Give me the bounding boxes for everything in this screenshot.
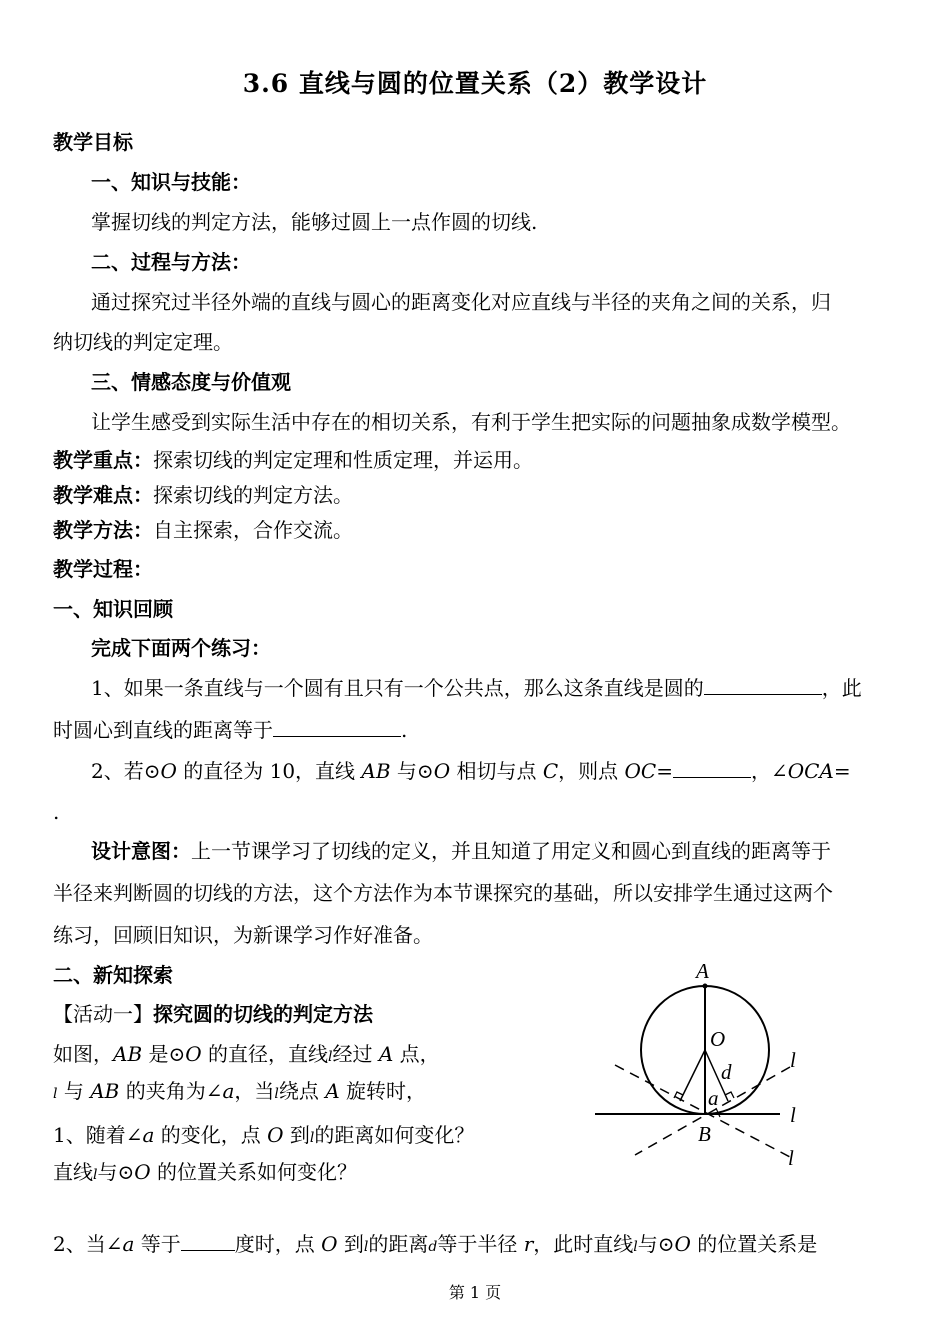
- q2-var-l: l: [633, 1239, 638, 1255]
- q1-text: 1、随着∠: [53, 1123, 143, 1147]
- q1-var-l: l: [309, 1130, 315, 1146]
- desc-text: 与: [57, 1079, 91, 1103]
- exercise-1-period: .: [401, 718, 408, 742]
- objectives-heading: 教学目标: [53, 130, 133, 154]
- exercise-2-trailing-dot: .: [53, 800, 60, 824]
- exercise-1-text-end: ，此: [821, 676, 862, 700]
- design-intent-line-1: [91, 838, 831, 864]
- label-l-upper: l: [790, 1048, 796, 1072]
- objective-1-heading: 一、知识与技能：: [91, 170, 251, 194]
- q2-text: 的位置关系是: [690, 1232, 818, 1256]
- q2-text: 到: [337, 1232, 364, 1256]
- question-2-blank[interactable]: [181, 1230, 235, 1251]
- process-heading: 教学过程：: [53, 557, 153, 581]
- design-intent-label: 设计意图：: [91, 839, 191, 863]
- desc-text: 绕点: [278, 1079, 326, 1103]
- desc-text: 的夹角为∠: [119, 1079, 223, 1103]
- ex2-text: ，则点: [558, 759, 625, 783]
- q2-var-r: r: [523, 1232, 534, 1256]
- design-intent-line-3: 练习，回顾旧知识，为新课学习作好准备。: [53, 923, 433, 947]
- q2-text: 2、当∠: [53, 1232, 123, 1256]
- label-d: d: [721, 1060, 732, 1084]
- q1-var-o: O: [134, 1160, 151, 1184]
- desc-text: 的直径，直线: [201, 1042, 329, 1066]
- point-a: [703, 984, 708, 989]
- ex2-var-o: O: [433, 759, 451, 783]
- desc-text: 旋转时，: [339, 1079, 427, 1103]
- ex2-text: 与⊙: [390, 759, 434, 783]
- design-intent-text: 上一节课学习了切线的定义，并且知道了用定义和圆心到直线的距离等于: [191, 839, 831, 863]
- desc-var-ab: AB: [90, 1079, 120, 1103]
- exercise-1-blank-1[interactable]: [704, 674, 822, 695]
- description-line-1: [53, 1041, 440, 1070]
- desc-text: 是⊙: [142, 1042, 186, 1066]
- q2-var-o: O: [674, 1232, 691, 1256]
- objective-1-text: 掌握切线的判定方法，能够过圆上一点作圆的切线.: [91, 210, 538, 234]
- design-intent-line-2: 半径来判断圆的切线的方法，这个方法作为本节课探究的基础，所以安排学生通过这两个: [53, 881, 833, 905]
- label-l-lower: l: [788, 1146, 794, 1170]
- q2-var-l: l: [363, 1239, 369, 1255]
- q1-var-l: l: [93, 1167, 98, 1183]
- desc-text: 经过: [332, 1042, 379, 1066]
- label-alpha: a: [708, 1086, 719, 1110]
- q2-text: 与⊙: [637, 1232, 675, 1256]
- ex2-var-ab: AB: [361, 759, 391, 783]
- desc-var-a: A: [378, 1042, 394, 1066]
- difficulty-label: 教学难点：: [53, 483, 153, 507]
- desc-var-l: l: [328, 1049, 333, 1065]
- section-1-heading: 一、知识回顾: [53, 597, 173, 621]
- key-point-label: 教学重点：: [53, 448, 153, 472]
- ex2-var-c: C: [542, 759, 559, 783]
- difficulty-line: [53, 482, 353, 508]
- question-2-line: [53, 1230, 817, 1260]
- key-point-line: [53, 447, 533, 473]
- activity-1-heading: [53, 1001, 373, 1027]
- activity-title: 探究圆的切线的判定方法: [153, 1002, 373, 1026]
- q2-var-o: O: [321, 1232, 338, 1256]
- desc-text: ，当: [234, 1079, 275, 1103]
- q2-text: 等于半径: [437, 1232, 524, 1256]
- q1-var-o: O: [267, 1123, 284, 1147]
- exercise-1-text: 1、如果一条直线与一个圆有且只有一个公共点，那么这条直线是圆的: [91, 676, 704, 700]
- ex2-text: =: [833, 759, 851, 783]
- q1-text: 的变化，点: [154, 1123, 268, 1147]
- objective-2-heading: 二、过程与方法：: [91, 250, 251, 274]
- label-l-middle: l: [790, 1103, 796, 1127]
- desc-var-a: A: [325, 1079, 340, 1103]
- key-point-text: 探索切线的判定定理和性质定理，并运用。: [153, 448, 533, 472]
- objective-3-text: 让学生感受到实际生活中存在的相切关系，有利于学生把实际的问题抽象成数学模型。: [91, 410, 851, 434]
- desc-var-l: l: [274, 1086, 279, 1102]
- ex2-var-oc: OC: [624, 759, 657, 783]
- q2-text: 等于: [134, 1232, 181, 1256]
- exercise-1-line-2: [53, 716, 407, 743]
- exercise-1-blank-2[interactable]: [273, 716, 401, 737]
- exercise-1-line-1: [91, 674, 862, 701]
- exercise-heading: 完成下面两个练习：: [91, 636, 271, 660]
- tangent-circle-figure: [580, 955, 820, 1175]
- desc-text: 点，: [393, 1042, 440, 1066]
- q2-var-d: d: [428, 1239, 438, 1255]
- desc-var-ab: AB: [113, 1042, 143, 1066]
- objective-3-heading: 三、情感态度与价值观: [91, 370, 291, 394]
- q1-var-alpha: a: [142, 1123, 155, 1147]
- question-1-line-1: [53, 1122, 474, 1151]
- ex2-text: 的直径为 10，直线: [176, 759, 362, 783]
- description-line-2: [53, 1078, 426, 1107]
- exercise-1-text-2: 时圆心到直线的距离等于: [53, 718, 273, 742]
- question-1-line-2: [53, 1159, 357, 1188]
- objective-2-text-line-2: 纳切线的判定定理。: [53, 330, 233, 354]
- q2-text: 度时，点: [234, 1232, 322, 1256]
- exercise-2-blank-1[interactable]: [673, 757, 751, 778]
- objective-2-text-line-1: 通过探究过半径外端的直线与圆心的距离变化对应直线与半径的夹角之间的关系，归: [91, 290, 831, 314]
- label-b: B: [698, 1122, 711, 1146]
- ex2-text: =: [656, 759, 673, 783]
- dashed-line-l-ascending: [635, 1067, 790, 1155]
- difficulty-text: 探索切线的判定方法。: [153, 483, 353, 507]
- q1-text: 到: [283, 1123, 310, 1147]
- page-number: 第 1 页: [448, 1283, 502, 1302]
- q1-text: 直线: [53, 1160, 93, 1184]
- desc-var-l: l: [53, 1086, 58, 1102]
- distance-segment-left: [680, 1050, 705, 1101]
- activity-bracket: 【活动一】: [53, 1002, 153, 1026]
- desc-text: 如图，: [53, 1042, 113, 1066]
- label-a: A: [696, 959, 709, 983]
- desc-var-o: O: [185, 1042, 202, 1066]
- exercise-2-line: [91, 757, 851, 784]
- ex2-text: 2、若⊙: [91, 759, 161, 783]
- q1-text: 的位置关系如何变化？: [150, 1160, 358, 1184]
- page-title: 3.6 直线与圆的位置关系（2）教学设计: [242, 69, 708, 98]
- ex2-text: 相切与点: [450, 759, 543, 783]
- q2-text: 的距离: [368, 1232, 429, 1256]
- desc-var-alpha: a: [222, 1079, 235, 1103]
- section-2-heading: 二、新知探索: [53, 963, 173, 987]
- ex2-var-o: O: [160, 759, 177, 783]
- method-text: 自主探索，合作交流。: [153, 518, 353, 542]
- q2-text: ，此时直线: [533, 1232, 634, 1256]
- ex2-var-oca: OCA: [787, 759, 834, 783]
- method-line: [53, 517, 353, 543]
- q1-text: 与⊙: [97, 1160, 135, 1184]
- q2-var-alpha: a: [122, 1232, 135, 1256]
- label-o: O: [710, 1027, 726, 1051]
- q1-text: 的距离如何变化？: [314, 1123, 475, 1147]
- method-label: 教学方法：: [53, 518, 153, 542]
- ex2-text: ，∠: [750, 759, 788, 783]
